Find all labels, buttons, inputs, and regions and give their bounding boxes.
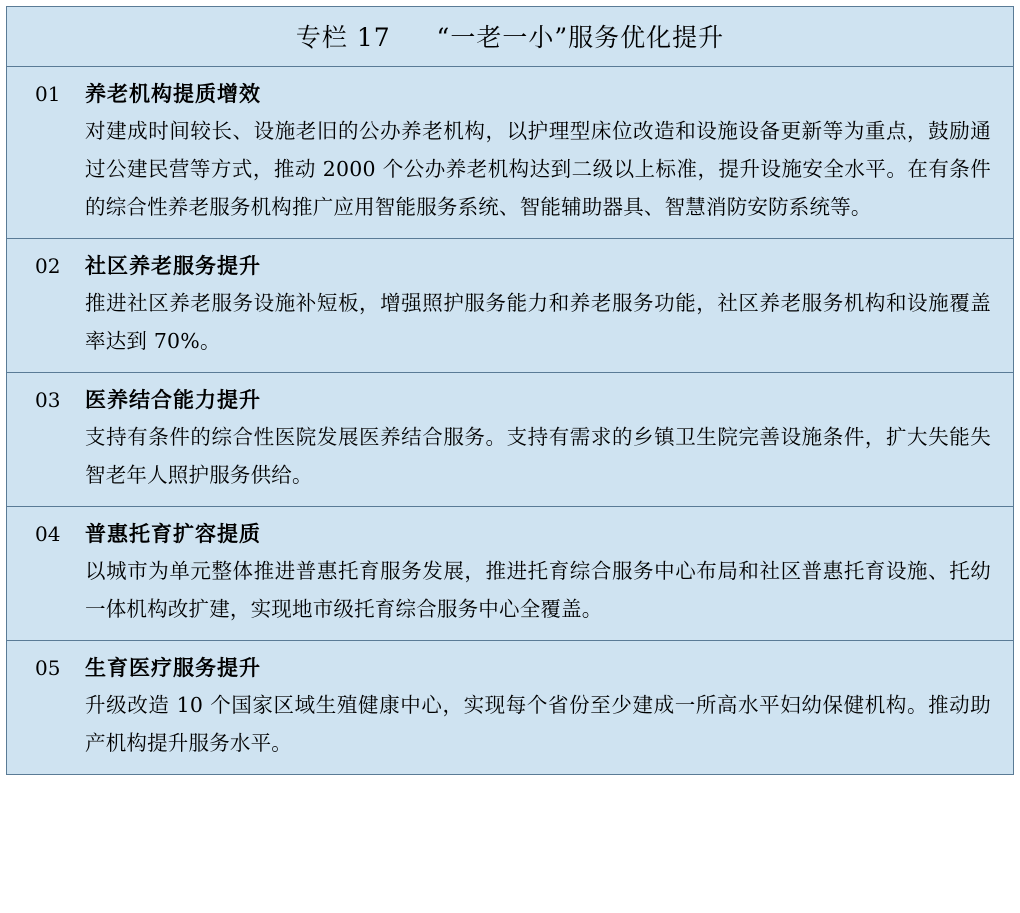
item-number: 05: [35, 656, 61, 680]
box-title-prefix: 专栏 17: [295, 23, 391, 52]
item-heading: 普惠托育扩容提质: [85, 521, 261, 546]
item-heading: 医养结合能力提升: [85, 387, 261, 412]
item-heading: 养老机构提质增效: [85, 81, 261, 106]
item-heading: 生育医疗服务提升: [85, 655, 261, 680]
list-item: [7, 67, 1013, 239]
item-content: [85, 382, 991, 494]
item-text: 以城市为单元整体推进普惠托育服务发展，推进托育综合服务中心布局和社区普惠托育设施、托幼一体机构改扩建，实现地市级托育综合服务中心全覆盖。: [85, 559, 991, 621]
item-number: 03: [35, 388, 61, 412]
box-title: [7, 7, 1013, 67]
item-heading: 社区养老服务提升: [85, 253, 261, 278]
item-number: 01: [35, 82, 61, 106]
item-content: [85, 76, 991, 226]
feature-box: [6, 6, 1014, 775]
item-text: 升级改造 10 个国家区域生殖健康中心，实现每个省份至少建成一所高水平妇幼保健机构。推动助产机构提升服务水平。: [85, 693, 991, 755]
item-number: 04: [35, 522, 61, 546]
list-item: [7, 507, 1013, 641]
list-item: [7, 641, 1013, 774]
item-text: 推进社区养老服务设施补短板，增强照护服务能力和养老服务功能，社区养老服务机构和设施覆盖率达到 70%。: [85, 291, 991, 353]
list-item: [7, 373, 1013, 507]
item-number: 02: [35, 254, 61, 278]
box-title-main: “一老一小”服务优化提升: [436, 23, 725, 52]
item-text: 对建成时间较长、设施老旧的公办养老机构，以护理型床位改造和设施设备更新等为重点，鼓励通过公建民营等方式，推动 2000 个公办养老机构达到二级以上标准，提升设施安全水平。在有条件的综合性养老服务机构推广应用智能服务系统、智能辅助器具、智慧消防安防系统等。: [85, 119, 991, 219]
item-text: 支持有条件的综合性医院发展医养结合服务。支持有需求的乡镇卫生院完善设施条件，扩大失能失智老年人照护服务供给。: [85, 425, 991, 487]
item-content: [85, 516, 991, 628]
item-content: [85, 650, 991, 762]
item-content: [85, 248, 991, 360]
list-item: [7, 239, 1013, 373]
